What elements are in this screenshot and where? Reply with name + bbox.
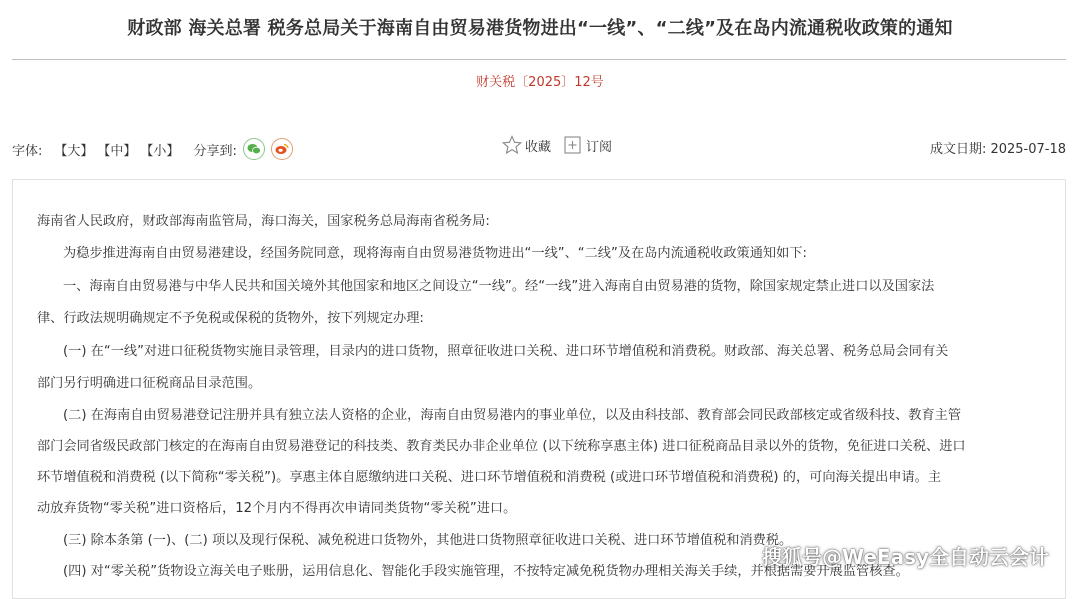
title-divider [12, 59, 1066, 60]
font-large-button[interactable]: 【大】 [54, 143, 94, 159]
font-size-label: 字体: [12, 143, 43, 159]
star-icon [502, 135, 522, 155]
body-line: (三) 除本条第 (一)、(二) 项以及现行保税、减免税进口货物外，其他进口货物照章征收进口关税、进口环节增值税和消费税。 [63, 533, 793, 548]
body-line: 一、海南自由贸易港与中华人民共和国关境外其他国家和地区之间设立“一线”。经“一线”进入海南自由贸易港的货物，除国家规定禁止进口以及国家法 [63, 279, 935, 294]
body-line: 环节增值税和消费税 (以下简称“零关税”)。享惠主体自愿缴纳进口关税、进口环节增值税和消费税 (或进口环节增值税和消费税) 的，可向海关提出申请。主 [37, 470, 942, 485]
body-line: 为稳步推进海南自由贸易港建设，经国务院同意，现将海南自由贸易港货物进出“一线”、“二线”及在岛内流通税收政策通知如下: [63, 246, 807, 261]
body-line: 部门另行明确进口征税商品目录范围。 [37, 376, 262, 391]
document-body-panel [12, 179, 1066, 599]
subscribe-label: 订阅 [586, 139, 613, 155]
body-line: 律、行政法规明确规定不予免税或保税的货物外，按下列规定办理: [37, 311, 424, 326]
document-number: 财关税〔2025〕12号 [476, 75, 604, 90]
toolbar [12, 135, 1066, 161]
body-line: (四) 对“零关税”货物设立海关电子账册，运用信息化、智能化手段实施管理，不按特定减免税货物办理相关海关手续，并根据需要开展监管核查。 [63, 564, 909, 579]
body-line: 动放弃货物“零关税”进口资格后，12个月内不得再次申请同类货物“零关税”进口。 [37, 501, 517, 516]
font-size-controls [12, 138, 293, 160]
watermark: 搜狐号@WeEasy全自动云会计 [762, 545, 1050, 569]
wechat-icon [247, 143, 261, 155]
weibo-icon [275, 143, 289, 155]
font-medium-button[interactable]: 【中】 [97, 143, 137, 159]
page-title: 财政部 海关总署 税务总局关于海南自由贸易港货物进出“一线”、“二线”及在岛内流通税收政策的通知 [127, 18, 953, 39]
subscribe-icon [563, 135, 583, 155]
issue-date: 成文日期: 2025-07-18 [929, 142, 1066, 157]
subscribe-button[interactable] [563, 135, 612, 155]
font-small-button[interactable]: 【小】 [140, 143, 180, 159]
body-line: (二) 在海南自由贸易港登记注册并具有独立法人资格的企业，海南自由贸易港内的事业单位，以及由科技部、教育部会同民政部核定或省级科技、教育主管 [63, 408, 962, 423]
body-line: 海南省人民政府，财政部海南监管局，海口海关，国家税务总局海南省税务局: [37, 214, 490, 229]
wechat-share-button[interactable] [243, 138, 265, 160]
body-line: (一) 在“一线”对进口征税货物实施目录管理，目录内的进口货物，照章征收进口关税、进口环节增值税和消费税。财政部、海关总署、税务总局会同有关 [63, 344, 949, 359]
body-line: 部门会同省级民政部门核定的在海南自由贸易港登记的科技类、教育类民办非企业单位 (以下统称享惠主体) 进口征税商品目录以外的货物，免征进口关税、进口 [37, 439, 966, 454]
action-buttons [502, 135, 624, 155]
favorite-label: 收藏 [525, 139, 552, 155]
share-label: 分享到: [193, 143, 237, 159]
weibo-share-button[interactable] [271, 138, 293, 160]
favorite-button[interactable] [502, 135, 551, 155]
